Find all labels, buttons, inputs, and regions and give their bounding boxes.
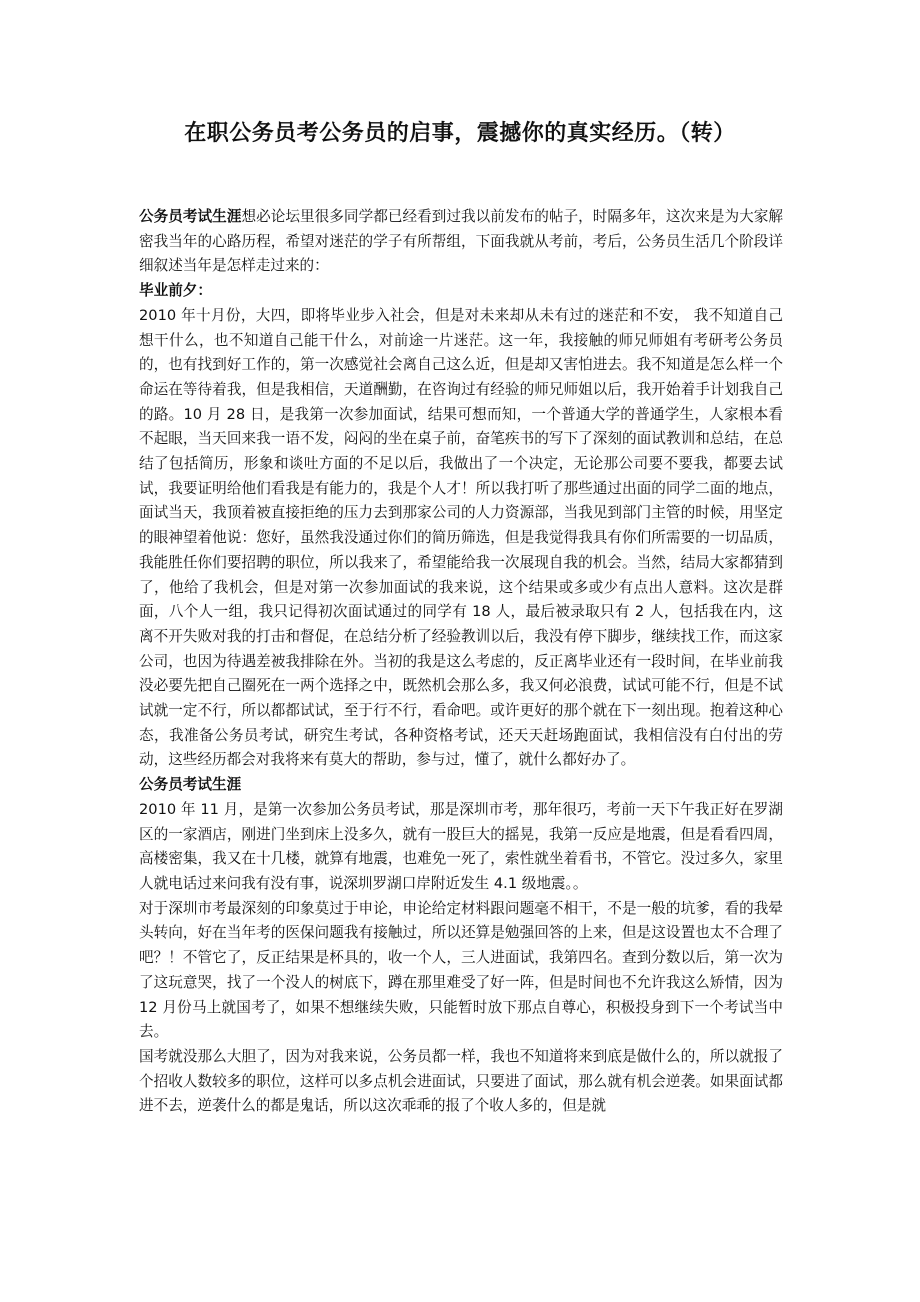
section2-paragraph: 对于深圳市考最深刻的印象莫过于申论，申论给定材料跟问题毫不相干，不是一般的坑爹，看的我晕头转向，好在当年考的医保问题我有接触过，所以还算是勉强回答的上来，但是这设置也太不合理了吧？！不管它了，反正结果是杯具的，收一个人，三人进面试，我第四名。查到分数以后，第一次为了这玩意哭，找了一个没人的树底下，蹲在那里难受了好一阵，但是时间也不允许我这么矫情，因为 12 月份马上就国考了，如果不想继续失败，只能暂时放下那点自尊心，积极投身到下一个考试当中去。 <box>139 899 783 1041</box>
section1-paragraph: 2010 年十月份，大四，即将毕业步入社会，但是对未来却从未有过的迷茫和不安， 我不知道自己想干什么，也不知道自己能干什么，对前途一片迷茫。这一年，我接触的师兄师姐有考研考公务员的，也有找到好工作的，第一次感觉社会离自己这么近，但是却又害怕进去。我不知道是怎么样一个命运在等待着我，但是我相信，天道酬勤，在咨询过有经验的师兄师姐以后，我开始着手计划我自己的路。10 月 28 日，是我第一次参加面试，结果可想而知，一个普通大学的普通学生，人家根本看不起眼，当天回来我一语不发，闷闷的坐在桌子前，奋笔疾书的写下了深刻的面试教训和总结，在总结了包括简历，形象和谈吐方面的不足以后，我做出了一个决定，无论那公司要不要我，都要去试试，我要证明给他们看我是有能力的，我是个人才！所以我打听了那些通过出面的同学二面的地点，面试当天，我顶着被直接拒绝的压力去到那家公司的人力资源部，当我见到部门主管的时候，用坚定的眼神望着他说：您好，虽然我没通过你们的简历筛选，但是我觉得我具有你们所需要的一切品质，我能胜任你们要招聘的职位，所以我来了，希望能给我一次展现自我的机会。当然，结局大家都猜到了，他给了我机会，但是对第一次参加面试的我来说，这个结果或多或少有点出人意料。这次是群面，八个人一组，我只记得初次面试通过的同学有 18 人，最后被录取只有 2 人，包括我在内，这离不开失败对我的打击和督促，在总结分析了经验教训以后，我没有停下脚步，继续找工作，而这家公司，也因为待遇差被我排除在外。当初的我是这么考虑的，反正离毕业还有一段时间，在毕业前我没必要先把自己圈死在一两个选择之中，既然机会那么多，我又何必浪费，试试可能不行，但是不试试就一定不行，所以都都试试，至于行不行，看命吧。或许更好的那个就在下一刻出现。抱着这种心态，我准备公务员考试，研究生考试，各种资格考试，还天天赶场跑面试，我相信没有白付出的劳动，这些经历都会对我将来有莫大的帮助，参与过，懂了，就什么都好办了。 <box>139 306 783 769</box>
intro-paragraph <box>139 205 783 279</box>
section2-paragraph: 2010 年 11 月，是第一次参加公务员考试，那是深圳市考，那年很巧，考前一天下午我正好在罗湖区的一家酒店，刚进门坐到床上没多久，就有一股巨大的摇晃，我第一反应是地震，但是看看四周，高楼密集，我又在十几楼，就算有地震，也难免一死了，索性就坐着看书，不管它。没过多久，家里人就电话过来问我有没有事，说深圳罗湖口岸附近发生 4.1 级地震。。 <box>139 800 783 892</box>
section2-paragraph: 国考就没那么大胆了，因为对我来说，公务员都一样，我也不知道将来到底是做什么的，所以就报了个招收人数较多的职位，这样可以多点机会进面试，只要进了面试，那么就有机会逆袭。如果面试都进不去，逆袭什么的都是鬼话，所以这次乖乖的报了个收人多的，但是就 <box>139 1047 783 1115</box>
document-body <box>139 205 783 1119</box>
section-heading-graduation: 毕业前夕： <box>139 282 212 300</box>
document-title: 在职公务员考公务员的启事，震撼你的真实经历。（转） <box>184 121 736 146</box>
intro-text: 想必论坛里很多同学都已经看到过我以前发布的帖子，时隔多年，这次来是为大家解密我当年的心路历程，希望对迷茫的学子有所帮组，下面我就从考前，考后，公务员生活几个阶段详细叙述当年是怎样走过来的： <box>139 208 783 275</box>
section-heading-exam-career: 公务员考试生涯 <box>139 776 242 794</box>
intro-lead: 公务员考试生涯 <box>139 208 242 225</box>
